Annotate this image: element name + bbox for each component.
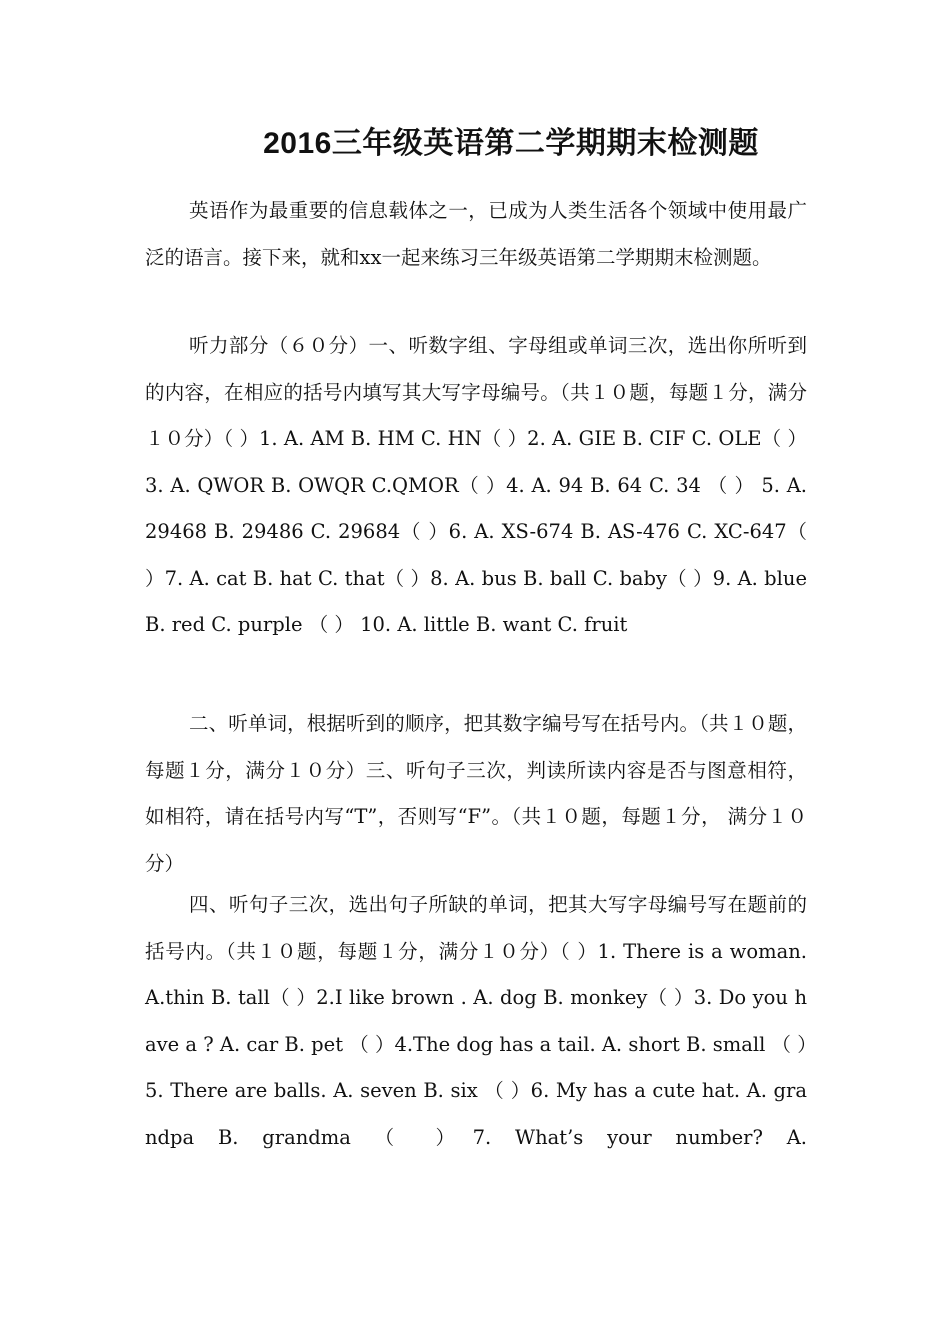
listening-section-four-paragraph: 四、听句子三次，选出句子所缺的单词，把其大写字母编号写在题前的括号内。（共１０题，每题１分，满分１０分）（ ）1. There is a woman. A.thin B. tall（ ）2.I like brown . A. dog B. monkey（ ）3. Do you have a ? A. car B. pet （ ）4.The dog has a tail. A. short B. small （ ）5. There are balls. A. seven B. six （ ）6. My has a cute hat. A. grandpa B. grandma （ ）7. What’s your number? A.: [145, 893, 807, 1149]
document-title: 2016三年级英语第二学期期末检测题: [263, 127, 759, 160]
listening-sections-two-three-paragraph: 二、听单词，根据听到的顺序，把其数字编号写在括号内。（共１０题，每题１分，满分１０分）三、听句子三次，判读所读内容是否与图意相符，如相符，请在括号内写“T”，否则写“F”。（共１０题，每题１分， 满分１０分）: [145, 712, 807, 875]
listening-section-one-paragraph: 听力部分（６０分）一、听数字组、字母组或单词三次，选出你所听到的内容，在相应的括号内填写其大写字母编号。（共１０题，每题１分，满分１０分）（ ）1. A. AM B. HM C. HN（ ）2. A. GIE B. CIF C. OLE（ ）3. A. QWOR B. OWQR C.QMOR（ ）4. A. 94 B. 64 C. 34 （ ） 5. A. 29468 B. 29486 C. 29684（ ）6. A. XS-674 B. AS-476 C. XC-647（ ）7. A. cat B. hat C. that（ ）8. A. bus B. ball C. baby（ ）9. A. blue B. red C. purple （ ） 10. A. little B. want C. fruit: [145, 334, 807, 636]
intro-paragraph: 英语作为最重要的信息载体之一，已成为人类生活各个领域中使用最广泛的语言。接下来，就和xx一起来练习三年级英语第二学期期末检测题。: [145, 199, 807, 269]
